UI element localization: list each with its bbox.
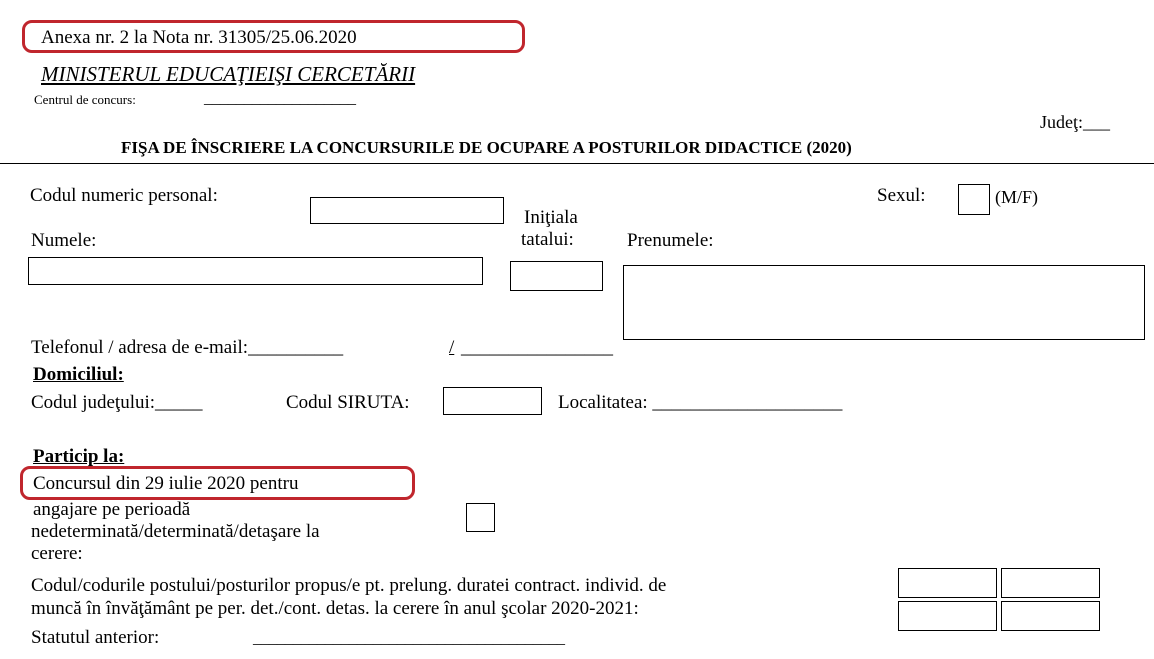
contest-checkbox[interactable]: [466, 503, 495, 532]
address-section-title: Domiciliul:: [33, 364, 124, 385]
county-label: Judeţ:: [1040, 112, 1083, 132]
cnp-input[interactable]: [310, 197, 504, 224]
participation-section-title: Particip la:: [33, 446, 125, 467]
initial-label-line-2: tatalui:: [521, 229, 574, 250]
prev-status-blank[interactable]: _______________________________________: [253, 630, 565, 647]
form-title: FIŞA DE ÎNSCRIERE LA CONCURSURILE DE OCUPARE A POSTURILOR DIDACTICE (2020): [121, 138, 852, 157]
contact-field: [31, 337, 343, 359]
center-blank: ___________________: [204, 90, 356, 107]
contact-separator: /: [449, 337, 455, 358]
initial-label-line-1: Iniţiala: [524, 207, 578, 228]
contest-line-2: angajare pe perioadă: [33, 499, 191, 520]
codes-line-2: muncă în învăţământ pe per. det./cont. detas. la cerere în anul şcolar 2020-2021:: [31, 598, 639, 619]
codes-line-1: Codul/codurile postului/posturilor propus/e pt. prelung. duratei contract. individ. de: [31, 575, 667, 596]
ministry-title: MINISTERUL EDUCAŢIEIŞI CERCETĂRII: [41, 62, 416, 86]
lastname-label: Numele:: [31, 230, 97, 251]
sex-hint: (M/F): [995, 187, 1039, 207]
county-blank: ___: [1083, 112, 1110, 132]
annex-reference: Anexa nr. 2 la Nota nr. 31305/25.06.2020: [41, 27, 357, 48]
county-code-blank[interactable]: _____: [155, 392, 203, 413]
locality-label: Localitatea:: [558, 392, 648, 413]
contest-line-4: cerere:: [31, 543, 83, 564]
father-initial-input[interactable]: [510, 261, 603, 291]
locality-blank[interactable]: ____________________: [652, 392, 843, 413]
contest-line-1: Concursul din 29 iulie 2020 pentru: [33, 473, 299, 494]
contact-email-blank[interactable]: ________________: [461, 337, 613, 358]
post-code-input-1[interactable]: [898, 568, 997, 598]
county-code-field: [31, 392, 203, 414]
sex-input[interactable]: [958, 184, 990, 215]
siruta-input[interactable]: [443, 387, 542, 415]
county-code-label: Codul judeţului:: [31, 392, 156, 413]
sex-label: Sexul:: [877, 185, 926, 206]
center-label: Centrul de concurs:: [34, 92, 136, 107]
contact-label: Telefonul / adresa de e-mail:: [31, 337, 249, 358]
post-code-input-2[interactable]: [1001, 568, 1100, 598]
title-divider: [0, 163, 1154, 164]
post-code-input-3[interactable]: [898, 601, 997, 631]
contest-line-3: nedeterminată/determinată/detaşare la: [31, 521, 320, 542]
post-code-input-4[interactable]: [1001, 601, 1100, 631]
prev-status-label: Statutul anterior:: [31, 627, 160, 648]
siruta-label: Codul SIRUTA:: [286, 392, 410, 413]
cnp-label: Codul numeric personal:: [30, 185, 218, 206]
contact-phone-blank[interactable]: __________: [248, 337, 344, 358]
firstname-input[interactable]: [623, 265, 1145, 340]
lastname-input[interactable]: [28, 257, 483, 285]
county-field: [1040, 112, 1110, 133]
locality-field: [558, 392, 842, 414]
firstname-label: Prenumele:: [627, 230, 714, 251]
